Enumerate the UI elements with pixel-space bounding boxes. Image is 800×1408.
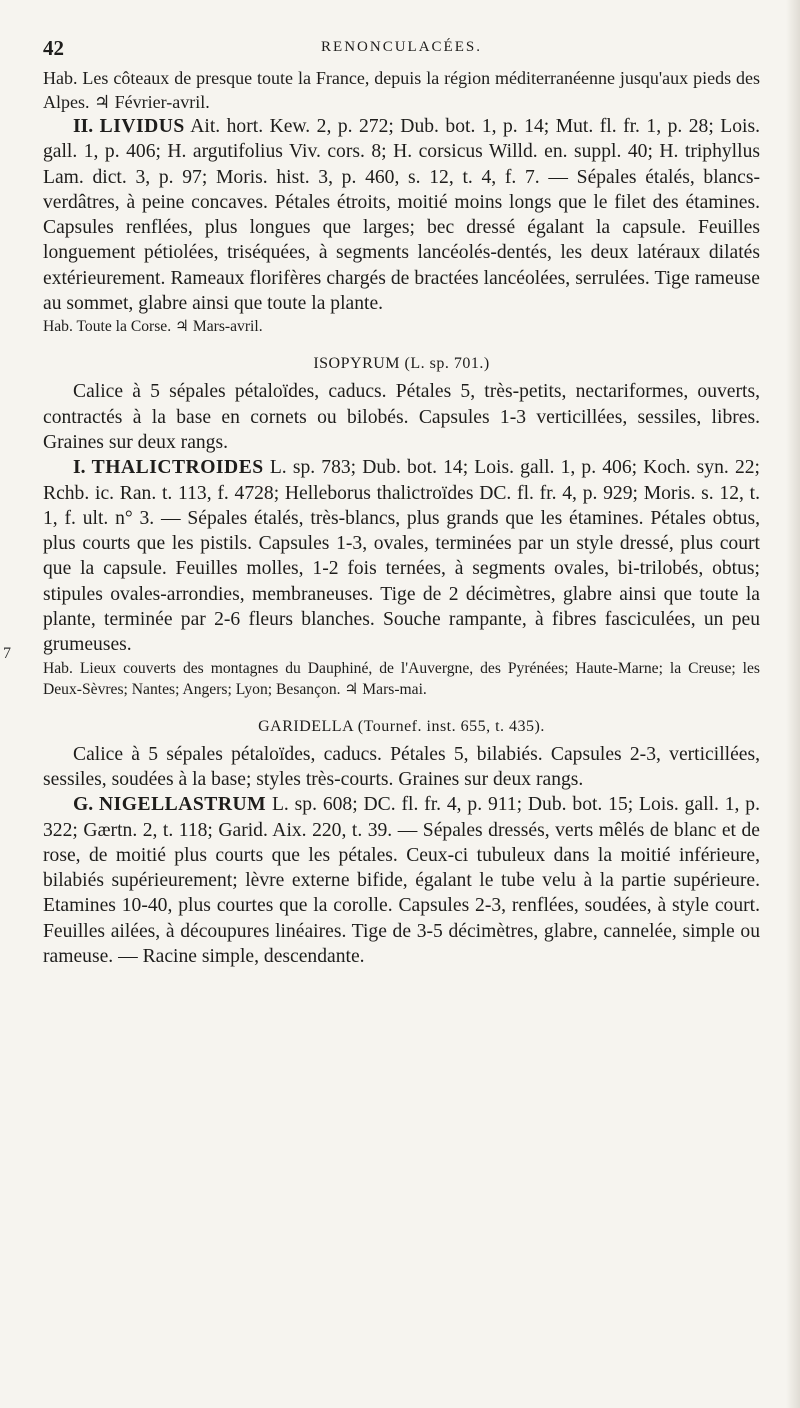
running-head xyxy=(43,36,760,64)
page-number: 42 xyxy=(43,36,64,60)
habitat-note: Hab. Toute la Corse. ♃ Mars-avril. xyxy=(43,318,263,336)
species-entry-thalictroides xyxy=(43,455,760,657)
genus-description: Calice à 5 sépales pétaloïdes, caducs. Pétales 5, bilabiés. Capsules 2-3, verticillées, sessiles, soudées à la base; styles très-courts. Graines sur deux rangs. xyxy=(43,743,760,790)
habitat-note: Hab. Lieux couverts des montagnes du Dauphiné, de l'Auvergne, des Pyrénées; Haute-Marne; la Creuse; les Deux-Sèvres; Nantes; Angers; Lyon; Besançon. ♃ Mars-mai. xyxy=(43,659,760,698)
species-entry-lividus xyxy=(43,114,760,316)
species-number: I. xyxy=(73,457,86,479)
running-title: RENONCULACÉES. xyxy=(321,39,482,55)
species-entry-nigellastrum xyxy=(43,792,760,969)
species-name: THALICTROIDES xyxy=(91,457,264,479)
species-description: L. sp. 783; Dub. bot. 14; Lois. gall. 1, p. 406; Koch. syn. 22; Rchb. ic. Ran. t. 113, f. 4728; Helleborus thalictroïdes DC. fl. fr. 4, p. 929; Moris. s. 12, t. 1, f. ult. n° 3. — Sépales étalés, très-blancs, plus grands que les étamines. Pétales obtus, plus courts que les pistils. Capsules 1-3, ovales, terminées par un style dressé, plus court que la capsule. Feuilles molles, 1-2 fois ternées, à segments ovales, bi-trilobés, obtus; stipules ovales-arrondies, membraneuses. Tige de 2 décimètres, glabre ainsi que toute la plante, terminée par 2-6 fleurs blanches. Souche rampante, à fibres fasciculées, un peu grumeuses. xyxy=(43,457,760,656)
species-number: II. xyxy=(73,116,94,137)
genus-heading-garidella: GARIDELLA (Tournef. inst. 655, t. 435). xyxy=(258,717,545,735)
species-name: LIVIDUS xyxy=(99,116,185,137)
species-description: L. sp. 608; DC. fl. fr. 4, p. 911; Dub. bot. 15; Lois. gall. 1, p. 322; Gærtn. 2, t. 118; Garid. Aix. 220, t. 39. — Sépales dressés, verts mêlés de blanc et de rose, de moitié plus courts que les pétales. Ceux-ci tubuleux dans la moitié inférieure, bilabiés supérieurement; lèvre externe bifide, égalant le tube velu à la partie supérieure. Etamines 10-40, plus courtes que la corolle. Capsules 2-3, renflées, soudées, à style court. Feuilles ailées, à découpures linéaires. Tige de 3-5 décimètres, glabre, cannelée, simple ou rameuse. — Racine simple, descendante. xyxy=(43,794,760,968)
genus-description: Calice à 5 sépales pétaloïdes, caducs. Pétales 5, très-petits, nectariformes, ouverts, contractés à la base en cornets ou bilobés. Capsules 1-3 verticillées, sessiles, libres. Graines sur deux rangs. xyxy=(43,381,760,453)
species-number: G. xyxy=(73,794,94,816)
genus-heading-isopyrum: ISOPYRUM (L. sp. 701.) xyxy=(313,355,490,373)
species-description: Ait. hort. Kew. 2, p. 272; Dub. bot. 1, p. 14; Mut. fl. fr. 1, p. 28; Lois. gall. 1, p. 406; H. argutifolius Viv. cors. 8; H. corsicus Willd. en. suppl. 40; H. triphyllus Lam. dict. 3, p. 97; Moris. hist. 3, p. 460, s. 12, t. 4, f. 7. — Sépales étalés, blancs-verdâtres, à peine concaves. Pétales étroits, moitié moins longs que le filet des étamines. Capsules renflées, plus longues que larges; bec dressé égalant la capsule. Feuilles longuement pétiolées, triséquées, à segments lancéolés-dentés, les deux latéraux dilatés extérieurement. Rameaux florifères chargés de bractées lancéolées, serrulées. Tige rameuse au sommet, glabre ainsi que toute la plante. xyxy=(43,116,760,315)
margin-mark: 7 xyxy=(3,645,11,662)
species-name: NIGELLASTRUM xyxy=(98,794,267,816)
spacer xyxy=(43,337,760,345)
spacer xyxy=(43,700,760,708)
habitat-note: Hab. Les côteaux de presque toute la France, depuis la région méditerranéenne jusqu'aux pieds des Alpes. ♃ Février-avril. xyxy=(43,68,760,112)
